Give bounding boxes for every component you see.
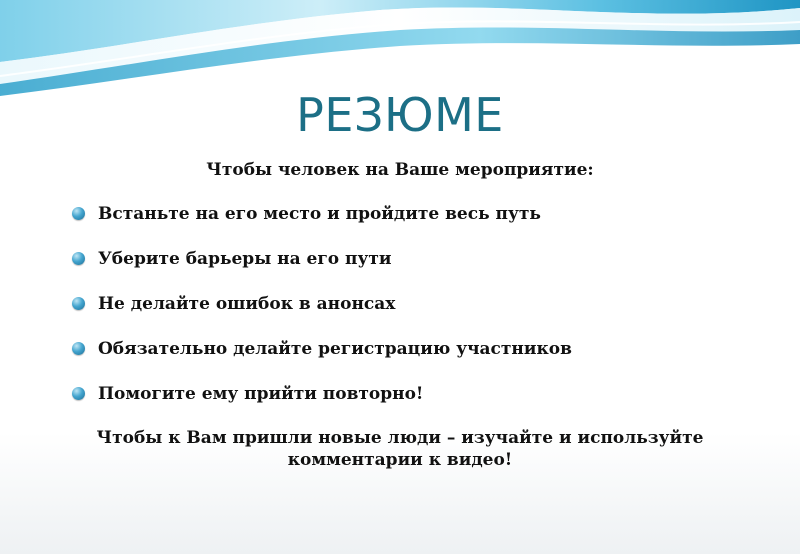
list-item [72,202,752,225]
list-item-text: Обязательно делайте регистрацию участников [98,338,572,359]
list-item [72,247,752,270]
list-item-text: Уберите барьеры на его пути [98,248,392,269]
bullet-icon [72,252,85,265]
list-item [72,292,752,315]
list-item-text: Помогите ему прийти повторно! [98,383,424,404]
bullet-icon [72,387,85,400]
bullet-icon [72,342,85,355]
list-item-text: Не делайте ошибок в анонсах [98,293,396,314]
bullet-icon [72,207,85,220]
closing-text: Чтобы к Вам пришли новые люди – изучайте и используйте комментарии к видео! [96,428,704,470]
list-item [72,337,752,360]
bullet-icon [72,297,85,310]
slide-title: РЕЗЮМЕ [296,88,504,142]
list-item [72,382,752,405]
list-item-text: Встаньте на его место и пройдите весь путь [98,203,541,224]
bullet-list [72,202,752,427]
intro-text: Чтобы человек на Ваше мероприятие: [206,160,594,180]
